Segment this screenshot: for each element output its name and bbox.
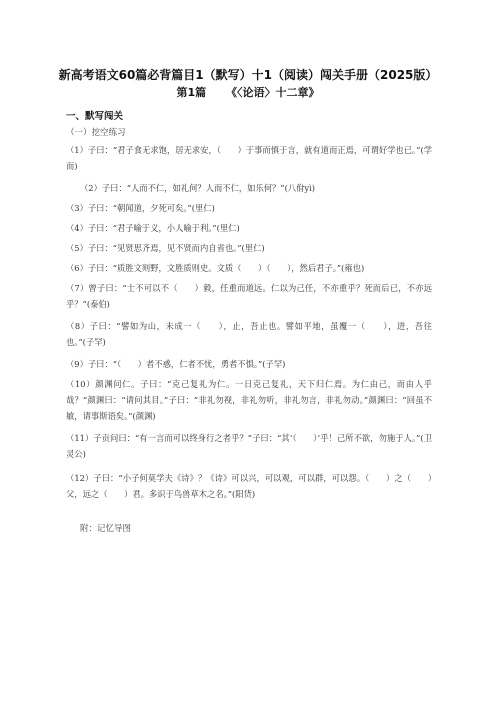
exercise-item-10: （10）颜渊问仁。子曰：“克己复礼为仁。一日克己复礼，天下归仁焉。为仁由己，而由人乎哉？”颜渊曰：“请问其目。”子曰：“非礼勿视，非礼勿听，非礼勿言，非礼勿动。”颜渊曰：“回虽不敏，请事斯语矣。”(颜渊) <box>66 379 432 421</box>
sub-heading: （一）挖空练习 <box>66 128 126 138</box>
exercise-item-1: （1）子曰：“君子食无求饱，居无求安，（ ）于事而慎于言，就有道而正焉，可谓好学也已。”(学而) <box>66 145 432 171</box>
section-heading: 一、默写闯关 <box>66 111 124 122</box>
document-title: 新高考语文60篇必背篇目1（默写）十1（阅读）闯关手册（2025版） <box>58 68 438 82</box>
exercise-item-9: （9）子曰：“（ ）者不惑，仁者不忧，勇者不惧。”(子罕) <box>66 359 286 369</box>
figure-note: 附：记忆导图 <box>80 524 132 534</box>
exercise-item-6: （6）子曰：“质胜文则野，文胜质则史。文质（ ）（ ），然后君子。”(雍也) <box>66 263 365 273</box>
exercise-item-2: （2）子曰：“人而不仁，如礼何？人而不仁，如乐何？”(八佾yì) <box>80 183 316 193</box>
chapter-number: 第1篇 <box>176 86 207 99</box>
exercise-item-7: （7）曾子曰：“士不可以不（ ）毅，任重而道远。仁以为己任，不亦重乎？死而后已，不亦远乎？”(泰伯) <box>66 283 432 309</box>
chapter-heading <box>0 84 496 100</box>
exercise-item-4: （4）子曰：“君子喻于义，小人喻于利。”(里仁) <box>66 223 240 233</box>
chapter-title: 《〈论语〉十二章》 <box>226 86 320 99</box>
exercise-item-5: （5）子曰：“见贤思齐焉，见不贤而内自省也。”(里仁) <box>66 243 265 253</box>
exercise-item-12: （12）子曰：“小子何莫学夫《诗》？《诗》可以兴，可以观，可以群，可以怨。（ ）之（ ）父，远之（ ）君。多识于鸟兽草木之名。”(阳货) <box>66 473 432 499</box>
exercise-item-11: （11）子贡问曰：“有一言而可以终身行之者乎？”子曰：“其‘（ ）’乎！己所不欲，勿施于人。”(卫灵公) <box>66 433 432 459</box>
exercise-item-8: （8）子曰：“譬如为山，未成一（ ），止，吾止也。譬如平地，虽覆一（ ），进，吾往也。”(子罕) <box>66 321 432 347</box>
exercise-item-3: （3）子曰：“朝闻道，夕死可矣。”(里仁) <box>66 203 215 213</box>
